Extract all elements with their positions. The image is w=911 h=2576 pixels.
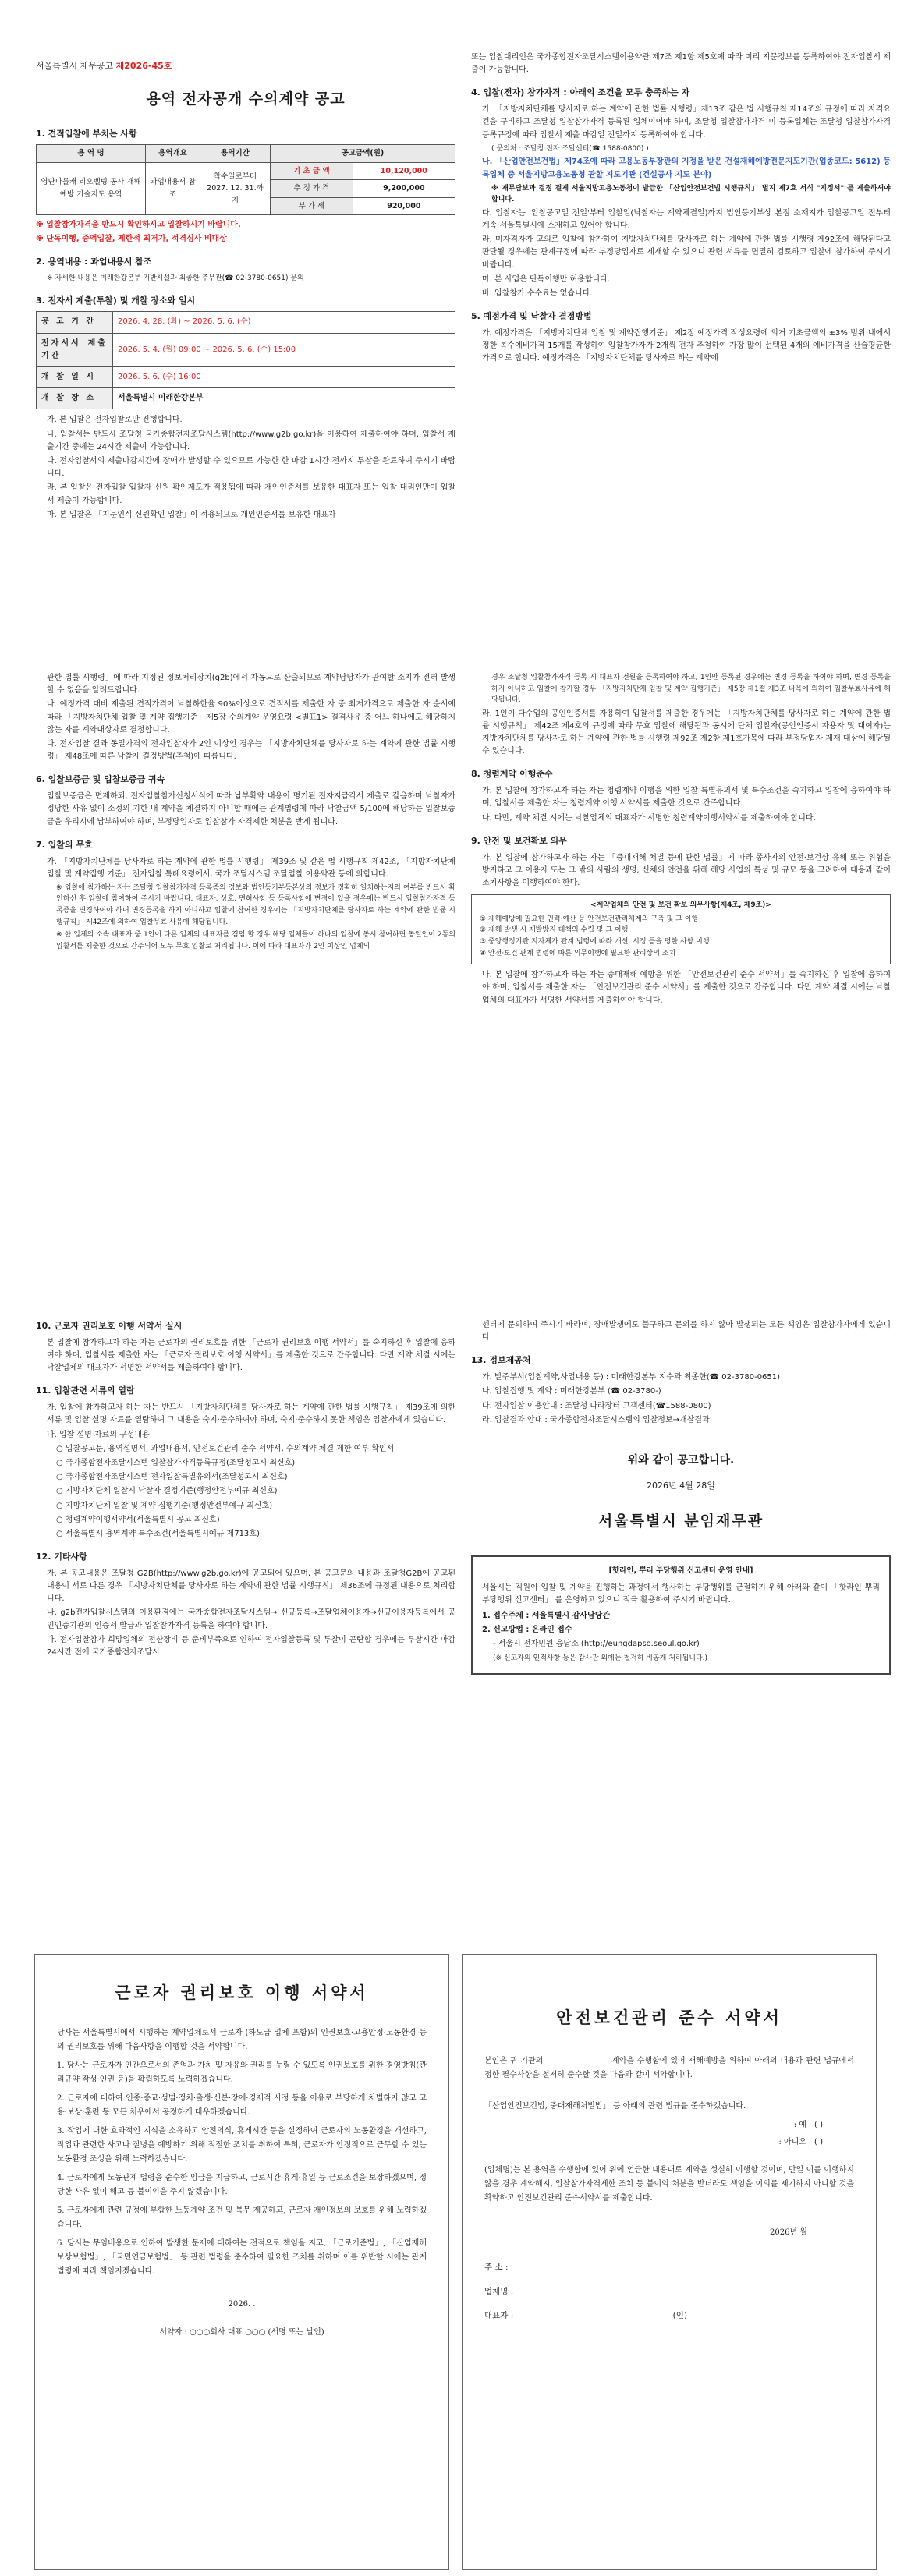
page3-left-column: 10. 근로자 권리보호 이행 서약서 실시 본 입찰에 참가하고자 하는 자는 근로자의 권리보호를 위한 「근로자 권리보호 이행 서약서」를 숙지하신 후 입찰에 응하여야 하며, 입찰서를 제출한 자는 「근로자 권리보호 이행 서약서」를 제출한 것으로 간주합니다. 다만 계약 체결 시에는 낙찰업체의 대표자가 서명한 서약서를 제출하여야 합니다. 11. 입찰관련 서류의 열람 가. 입찰에 참가하고자 하는 자는 반드시 「지방자치단체를 당사자로 하는 계약에 관한 법률 시행규칙」 제39조에 의한 서류 및 입찰 설명 자료를 열람하여 그 내용을 숙지·준수하여야 하며, 숙지·준수하지 못한 책임은 입찰자에게 있습니다. 나. 입찰 설명 자료의 구성내용 ○ 입찰공고문, 용역설명서, 과업내용서, 안전보건관리 준수 서약서, 수의계약 체결 제한 여부 확인서 ○ 국가종합전자조달시스템 입찰참가자격등록규정(조달청고시 최신호) ○ 국가종합전자조달시스템 전자입찰특별유의서(조달청고시 최신호) ○ 지방자치단체 입찰시 낙찰자 결정기준(행정안전부예규 최신호) ○ 지방자치단체 입찰 및 계약 집행기준(행정안전부예규 최신호) ○ 청렴계약이행서약서(서울특별시 공고 최신호) ○ 서울특별시 용역계약 특수조건(서울특별시예규 제713호) 12. 기타사항 가. 본 공고내용은 조달청 G2B(http://www.g2b.go.kr)에 공고되어 있으며, 본 공고문의 내용과 조달청G2B에 공고된 내용이 서로 다른 경우 「지방자치단체를 당사자로 하는 계약에 관한 법률 시행규칙」 제36조에 규정된 내용으로 처리합니다. 나. g2b전자입찰시스템의 이용환경에는 국가종합전자조달시스템→ 신규등록→조달업체이용자→신규이용자등록에서 공인인증기관의 인증서 발급과 입찰참가자격 등록을 하여야 합니다. 다. 전자입찰참가 희망업체의 전산장비 등 준비부족으로 인하여 전자입찰등록 및 투찰이 곤란할 경우에는 투찰시간 마감 24시간 전에 국가종합전자조달시 [36,1321,456,1657]
section-9-title: 9. 안전 및 보건확보 의무 [471,835,567,846]
service-period: 착수일로부터 2027. 12. 31.까지 [200,162,271,214]
page1-left-column: 서울특별시 재무공고 제2026-45호 용역 전자공개 수의계약 공고 1. 견적입찰에 부치는 사항 용 역 명 용역개요 용역기간 공고금액(원) 영단나룰캐 리오벨팅 공사 재해예방 기술지도 용역 과업내용서 참조 착수일로부터 2027. 12. 31.까지 기 초 금 액 10,120,000 추 정 가 격 9,200,000 부 가 세 920,000 ※ 입찰참가자격을 반드시 확인하시고 입찰하시기 바랍니다. ※ 단독이행, 중액입찰, 제한적 최저가, 적격심사 비대상 2. 용역내용 : 과업내용서 참조 ※ 자세한 내용은 미래한강본부 기반시설과 최종한 주무관(☎ 02-3780-0651) 문의 3. 전자서 제출(투찰) 및 개찰 장소와 일시 공 고 기 간 2026. 4. 28. (화) ~ 2026. 5. 6. (수) 전자서서 제출기간 2026. 5. 4. (월) 09:00 ~ 2026. 5. 6. (수) 15:00 개 찰 일 시 2026. 5. 6. (수) 16:00 개 찰 장 소 서울특별시 미래한강본부 가. 본 입찰은 전자입찰로만 진행합니다. 나. 입찰서는 반드시 조달청 국가종합전자조달시스템(http://www.g2b.go.kr)을 이용하여 제출하여야 하며, 입찰서 제출기간 중에는 24시간 제출이 가능합니다. 다. 전자입찰서의 제출마감시간에 장애가 발생할 수 있으므로 가능한 한 마감 1시간 전까지 투찰을 완료하여 주시기 바랍니다. 라. 본 입찰은 전자입찰 입찰자 신원 확인제도가 적용됨에 따라 개인인증서를 보유한 대표자 또는 입찰 대리인만이 입찰서 제출이 가능합니다. 마. 본 입찰은 「지문인식 신원확인 입찰」이 적용되므로 개인인증서를 보유한 대표자 [36,61,456,519]
page-3 [0,1288,911,1932]
schedule-table: 공 고 기 간 2026. 4. 28. (화) ~ 2026. 5. 6. (수) 전자서서 제출기간 2026. 5. 4. (월) 09:00 ~ 2026. 5. 6. (수) 15:00 개 찰 일 시 2026. 5. 6. (수) 16:00 개 찰 장 소 서울특별시 미래한강본부 [36,311,456,409]
form1-signature-line: 서약자 : ○○○회사 대표 ○○○ (서명 또는 날인) [159,2328,324,2337]
safety-pledge-form: 안전보건관리 준수 서약서 본인은 귀 기관의 ________________ 계약을 수행함에 있어 재해예방을 위하여 아래의 내용과 관련 법규에서 정한 필수사항을 철저히 준수할 것을 다음과 같이 서약합니다. 「산업안전보건법, 중대재해처벌법」 등 아래의 관련 법규를 준수하겠습니다. : 예 ( ) : 아니오 ( ) (업체명)는 본 용역을 수행함에 있어 위에 언급한 내용대로 계약을 성실히 이행할 것이며, 만일 이를 이행하지 않을 경우 계약해지, 입찰참가자격제한 조치 등 불이익 처분을 받더라도 책임을 이의를 제기하지 아니할 것을 확약하고 안전보건관리 준수서약서를 제출합니다. 2026년 월 주 소 : 업체명 : 대표자 : (인) [462,1954,877,2570]
section-8-title: 8. 청렴계약 이행준수 [471,769,553,780]
section-1-title: 1. 견적입찰에 부치는 사항 [36,128,137,139]
section-12-title: 12. 기타사항 [36,1552,87,1562]
service-name: 영단나룰캐 리오벨팅 공사 재해예방 기술지도 용역 [37,162,146,214]
page3-right-column: 센터에 문의하여 주시기 바라며, 장애발생에도 불구하고 문의를 하지 않아 발생되는 모든 책임은 입찰참가자에게 있습니다. 13. 정보제공처 가. 발주부서(입찰계약,사업내용 등) : 미래한강본부 지수과 최종한(☎ 02-3780-0651) 나. 입찰집행 및 계약 : 미래한강본부 (☎ 02-3780-) 다. 전자입찰 이용안내 : 조달청 나라장터 고객센터(☎1588-0800) 라. 입찰결과 안내 : 국가종합전자조달시스템의 입찰정보→개찰결과 위와 같이 공고합니다. 2026년 4월 28일 서울특별시 분임재무관 [핫라인, 뿌리 부당행위 신고센터 운영 안내] 서울시는 직원이 입찰 및 계약을 진행하는 과정에서 행사하는 부당행위를 근절하기 위해 아래와 같이 「핫라인 뿌리 부당행위 신고센터」 를 운영하고 있으니 적극 활용하여 주시기 바랍니다. 1. 접수주체 : 서울특별시 감사담당관 2. 신고방법 : 온라인 접수 - 서울시 전자민원 응답소 (http://eungdapso.seoul.go.kr) (※ 신고자의 인적사항 등은 감사관 외에는 철저히 비공개 처리됩니다.) [471,1288,891,1932]
section-11-title: 11. 입찰관련 서류의 열람 [36,1385,135,1396]
section-3-title: 3. 전자서 제출(투찰) 및 개찰 장소와 일시 [36,295,196,306]
page-2 [0,644,911,1288]
page-1 [0,0,911,644]
agree-yes-row[interactable]: : 예 ( ) [793,2121,823,2130]
hotline-box: [핫라인, 뿌리 부당행위 신고센터 운영 안내] 서울시는 직원이 입찰 및 계약을 진행하는 과정에서 행사하는 부당행위를 근절하기 위해 아래와 같이 「핫라인 뿌리 부당행위 신고센터」 를 운영하고 있으니 적극 활용하여 주시기 바랍니다. 1. 접수주체 : 서울특별시 감사담당관 2. 신고방법 : 온라인 접수 - 서울시 전자민원 응답소 (http://eungdapso.seoul.go.kr) (※ 신고자의 인적사항 등은 감사관 외에는 철저히 비공개 처리됩니다.) [471,1555,891,1675]
eungdapso-link[interactable]: - 서울시 전자민원 응답소 (http://eungdapso.seoul.go.kr) [493,1640,700,1649]
document-number: 서울특별시 재무공고 제2026-45호 [36,61,172,71]
section-4-title: 4. 입찰(전자) 참가자격 : 아래의 조건을 모두 충족하는 자 [471,87,690,98]
section-5-title: 5. 예정가격 및 낙찰자 결정방법 [471,311,592,322]
section-7-title: 7. 입찰의 무효 [36,839,93,850]
vat-amount: 920,000 [353,197,455,214]
page-title: 용역 전자공개 수의계약 공고 [146,90,346,108]
section-2-title: 2. 용역내용 : 과업내용서 참조 [36,257,152,267]
section-10-title: 10. 근로자 권리보호 이행 서약서 실시 [36,1321,183,1331]
form1-title: 근로자 권리보호 이행 서약서 [115,1983,369,2002]
page1-right-column: 또는 입찰대리인은 국가종합전자조달시스템이용약관 제7조 제1항 제5호에 따라 미리 지문정보를 등록하여야 전자입찰서 제출이 가능합니다. 4. 입찰(전자) 참가자격 : 아래의 조건을 모두 충족하는 자 가. 「지방자치단체를 당사자로 하는 계약에 관한 법률 시행령」제13조 같은 법 시행규칙 제14조의 규정에 따라 자격요건을 구비하고 조달청 입찰참가자격 등록된 업체이어야 하며, 조달청 입찰참가자격 미 등록업체는 조달청 입찰참가자격 등록규정에 따라 입찰서 제출 마감일 전일까지 등록하여야 합니다. ( 문의처 : 조달청 전자 조달센터(☎ 1588-0800) ) 나. 「산업안전보건법」제74조에 따라 고용노동부장관의 지정을 받은 건설재해예방전문지도기관(업종코드: 5612) 등록업체 중 서울지방고용노동청 관할 지도기관 (건설공사 지도 분야) ※ 재무담보과 결정 결제 서울지방고용노동청이 발급한 「산업안전보건법 시행규칙」 별지 제7호 서식 "지정서" 를 제출하셔야 합니다. 다. 입찰자는 '입찰공고일 전일'부터 입찰일(낙찰자는 계약체결일)까지 법인등기부상 본점 소재지가 입찰공고일 전부터 계속 서울특별시에 소재하고 있어야 합니다. 라. 미자격자가 고의로 입찰에 참가하여 지방자치단체를 당사자로 하는 계약에 관한 법률 시행령 제92조에 해당된다고 판단될 경우에는 관계규정에 따라 부정당업자로 제재할 수 있으니 관련 서류를 면밀히 검토하고 입찰에 참가하여 주시기 바랍니다. 마. 본 사업은 단독이행만 허용합니다. 바. 입찰참가 수수료는 없습니다. 5. 예정가격 및 낙찰자 결정방법 가. 예정가격은 「지방자치단체 입찰 및 계약집행기준」 제2장 예정가격 작성요령에 의거 기초금액의 ±3% 범위 내에서 정한 복수예비가격 15개를 작성하여 입찰참가자가 2개씩 전자 추첨하여 가장 많이 선택된 4개의 예비가격을 산술평균한 가격으로 합니다. 예정가격은 「지방자치단체를 당사자로 하는 계약에 [471,53,891,363]
page2-right-column: 경우 조달청 입찰참가자격 등록 시 대표자 전원을 등록하여야 하고, 1인만 등록된 경우에는 변경 등록을 하여야 하며, 변경 등록을 하지 아니하고 입찰에 참가할 경우 「지방자치단체 입찰 및 계약 집행기준」 제5장 제1절 제3조 나목에 의하여 입찰무효사유에 해당됩니다. 라. 1인이 다수업의 공인인증서를 자용하여 입찰서를 제출한 경우에는 「지방자치단체를 당사자로 하는 계약에 관한 법률 시행규칙」 제42조 제4호의 규정에 따라 무효 입찰에 해당됨과 동시에 단체 입찰자(공인인증서 자용자 및 대여자)는 지방자치단체를 당사자로 하는 계약에 관한 법률 시행령 제92조 제2항 제1호가목에 따라 부정당업자 제재 대상에 해당될 수 있습니다. 8. 청렴계약 이행준수 가. 본 입찰에 참가하고자 하는 자는 청렴계약 이행을 위한 입찰 특별유의서 및 특수조건을 숙지하고 입찰에 응하여야 하며, 입찰서를 제출한 자는 청렴계약 이행 서약서를 제출한 것으로 간주합니다. 나. 다만, 계약 체결 시에는 낙찰업체의 대표자가 서명한 청렴계약이행서약서를 제출하여야 합니다. 9. 안전 및 보건확보 의무 가. 본 입찰에 참가하고자 하는 자는 「중대재해 처벌 등에 관한 법률」에 따라 종사자의 안전·보건상 유해 또는 위험을 방지하고 그 이용자 또는 그 밖의 사람의 생명, 신체의 안전을 위해 해당 사업의 특성 및 규모 등을 고려하여 대응과 같이 조치사항을 이행하여야 한다. <계약업체의 안전 및 보건 확보 의무사항(제4조, 제9조)> ① 재해예방에 필요한 인력·예산 등 안전보건관리체계의 구축 및 그 이행 ② 재해 발생 시 재발방지 대책의 수립 및 그 이행 ③ 중앙행정기관·지자체가 관계 법령에 따라 개선, 시정 등을 명한 사항 이행 ④ 안전·보건 관계 법령에 따른 의무이행에 필요한 관리상의 조치 나. 본 입찰에 참가하고자 하는 자는 중대재해 예방을 위한 「안전보건관리 준수 서약서」를 숙지하신 후 입찰에 응하여야 하며, 입찰서를 제출한 자는 「안전보건관리 준수 서약서」를 제출한 것으로 간주합니다. 다만 계약 체결 시에는 낙찰업체의 대표자가 서명한 서약서를 제출하여야 합니다. [471,674,891,1005]
form2-title: 안전보건관리 준수 서약서 [556,2008,782,2027]
estimated-price: 9,200,000 [353,180,455,197]
service-overview: 과업내용서 참조 [146,162,200,214]
section-6-title: 6. 입찰보증금 및 입찰보증금 귀속 [36,774,165,785]
page2-left-column: 관한 법률 시행령」에 따라 지정된 정보처리장치(g2b)에서 자동으로 산출되므로 계약담당자가 관여할 소지가 전혀 발생할 수 없음을 알려드립니다. 나. 예정가격 대비 제출된 견적가격이 낙찰하한율 90%이상으로 견적서를 제출한 자 중 최저가격으로 제출한 자 순서에 따라 「지방자치단체 입찰 및 계약 집행기준」제5장 수의계약 운영요령 <별표1> 결격사유 중 어느 하나에도 해당하지 않는 자를 계약대상자로 결정합니다. 다. 전자입찰 결과 동일가격의 전자입찰자가 2인 이상인 경우는 「지방자치단체를 당사자로 하는 계약에 관한 법률 시행령」 제48조에 따른 낙찰자 결정방법(추첨)에 따릅니다. 6. 입찰보증금 및 입찰보증금 귀속 입찰보증금은 면제하되, 전자입찰참가신청서식에 따라 납부확약 내용이 명기된 전자지급각서 제출로 갈음하며 낙찰자가 정당한 사유 없이 소정의 기한 내 계약을 체결하지 아니할 때에는 관계법령에 따라 낙찰금액 5/100에 해당하는 입찰보증금을 우리시에 납부하여야 하며, 부정당업자로 입찰참가 자격제한 처분을 받게 됩니다. 7. 입찰의 무효 가. 「지방자치단체를 당사자로 하는 계약에 관한 법률 시행령」 제39조 및 같은 법 시행규칙 제42조, 「지방자치단체 입찰 및 계약집행 기준」 전자입찰 특례요령에서, 국가 조달시스템 조달업찰 이용약관 등에 의합니다. ※ 입찰에 참가하는 자는 조달청 입찰참가자격 등록증의 정보와 법인등기부등본상의 정보가 정확히 일치하는지의 여부를 반드시 확인하신 후 입찰에 참여하여 주시기 바랍니다. 대표자, 상호, 면허사항 등 등록사항에 변경이 있을 경우에는 반드시 입찰참가자격 등록증을 변경하여야 하며 변경등록을 하지 아니하고 입찰에 참여한 경우에는 「지방자치단체를 당사자로 하는 계약에 관한 법률 시행규칙」 제42조에 의하여 입찰무효 사유에 해당됩니다. ※ 한 업체의 소속 대표자 중 1인이 다른 업체의 대표자를 겸임 할 경우 해당 업체들이 하나의 입찰에 동시 참여하면 동일인이 2통의 입찰서를 제출한 것으로 간주되어 모두 무효 입찰로 처리됩니다. 이에 따라 대표자가 2인 이상인 업체의 [36,674,456,950]
worker-rights-pledge-form: 근로자 권리보호 이행 서약서 당사는 서울특별시에서 시행하는 계약업체로서 근로자 (하도급 업체 포함)의 인권보호·고용안정·노동환경 등의 권리보호를 위해 다음사항을 이행할 것을 서약합니다. 1. 당사는 근로자가 인간으로서의 존엄과 가치 및 자유와 권리를 누릴 수 있도록 인권보호를 위한 경영방침(관리규약 작성·인권 등)을 확립하도록 노력하겠습니다. 2. 근로자에 대하여 인종·종교·성별·정치·출생·신분·장애·경제적 사정 등을 이유로 부당하게 차별하지 않고 고용·보상·훈련 등 모든 처우에서 공정하게 대우하겠습니다. 3. 작업에 대한 효과적인 지식을 소유하고 안전의식, 휴게시간 등을 설정하여 근로자의 노동환경을 개선하고, 작업과 관련한 사고나 질병을 예방하기 위해 적절한 조치를 취하여 특히, 근로자가 안정적으로 근무할 수 있는 노동환경 조성을 위해 노력하겠습니다. 4. 근로자에게 노동관계 법령을 준수한 임금을 지급하고, 근로시간·휴게·휴일 등 근로조건을 보장하겠으며, 정당한 사유 없이 해고 등 불이익을 주지 않겠습니다. 5. 근로자에게 관련 규정에 부합한 노동계약 조건 및 복무 제공하고, 근로자 개인정보의 보호를 위해 노력하겠습니다. 6. 당사는 무임비용으로 인하여 발생한 문제에 대하여는 전적으로 책임을 지고, 「근로기준법」, 「산업재해보상보험법」, 「국민연금보험법」 등 관련 법령을 준수하여 필요한 조치를 취하며 이를 위반할 시에는 관계법령에 따라 책임지겠습니다. 2026. . 서약자 : ○○○회사 대표 ○○○ (서명 또는 날인) [34,1954,449,2570]
base-amount: 10,120,000 [353,162,455,179]
announcement-date: 2026년 4월 28일 [647,1480,715,1491]
page-4 [0,1932,911,2576]
form2-signer-fields: 주 소 : 업체명 : 대표자 : (인) [484,2263,687,2320]
closing-statement: 위와 같이 공고합니다. [627,1453,735,1467]
safety-obligations-box: <계약업체의 안전 및 보건 확보 의무사항(제4조, 제9조)> ① 재해예방에 필요한 인력·예산 등 안전보건관리체계의 구축 및 그 이행 ② 재해 발생 시 재발방지 대책의 수립 및 그 이행 ③ 중앙행정기관·지자체가 관계 법령에 따라 개선, 시정 등을 명한 사항 이행 ④ 안전·보건 관계 법령에 따른 의무이행에 필요한 관리상의 조치 [471,894,891,964]
service-info-table: 용 역 명 용역개요 용역기간 공고금액(원) 영단나룰캐 리오벨팅 공사 재해예방 기술지도 용역 과업내용서 참조 착수일로부터 2027. 12. 31.까지 기 초 금 액 10,120,000 추 정 가 격 9,200,000 부 가 세 920,000 [36,144,456,215]
agree-no-row[interactable]: : 아니오 ( ) [778,2138,823,2147]
issuing-organization: 서울특별시 분임재무관 [597,1513,764,1530]
section-13-title: 13. 정보제공처 [471,1355,531,1366]
